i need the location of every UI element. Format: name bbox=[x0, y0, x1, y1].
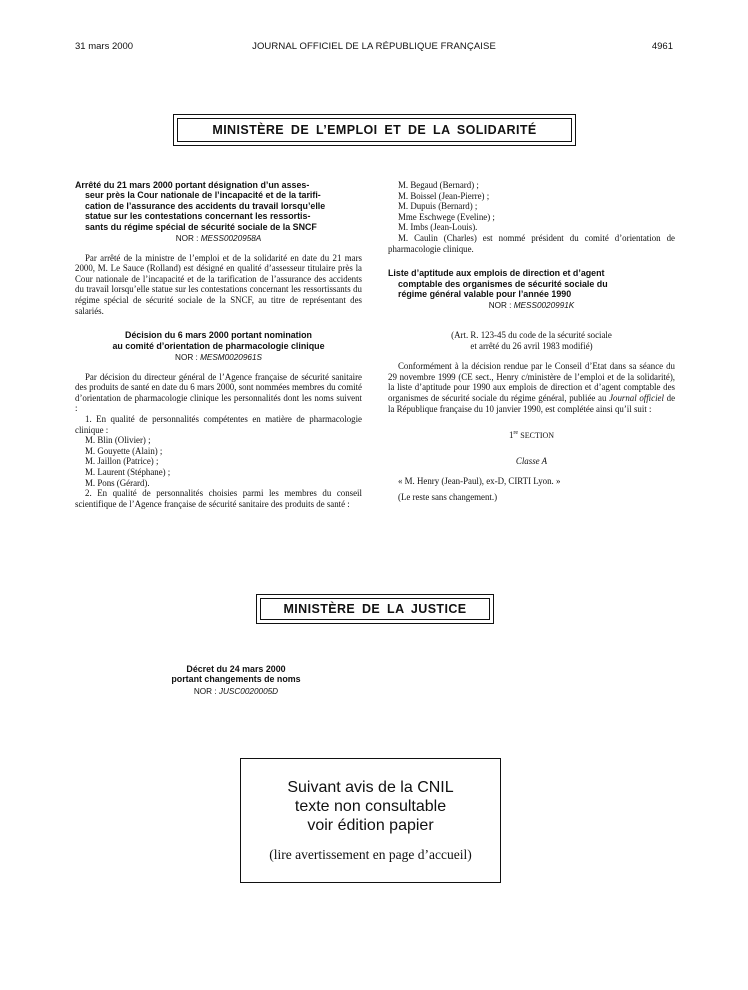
nor-code: JUSC0020005D bbox=[218, 686, 279, 696]
member-name: M. Imbs (Jean-Louis). bbox=[398, 222, 478, 233]
member-name: M. Jaillon (Patrice) ; bbox=[85, 456, 159, 467]
left-column bbox=[75, 180, 362, 509]
arrete-title-line: statue sur les contestations concernant les ressortis- bbox=[85, 211, 311, 222]
decision-title bbox=[75, 330, 362, 351]
decision-item-2: 2. En qualité de personnalités choisies parmi les membres du conseil scientifique de l’Agence française de sécurité sanitaire des produits de santé : bbox=[75, 488, 362, 509]
member-name: M. Begaud (Bernard) ; bbox=[398, 180, 479, 190]
member-name: M. Boissel (Jean-Pierre) ; bbox=[398, 190, 490, 201]
arrete-title-line: seur près la Cour nationale de l’incapacité et de la tarifi- bbox=[85, 190, 321, 201]
section-suffix: re bbox=[513, 430, 519, 437]
decision-intro: Par décision du directeur général de l’Agence française de sécurité sanitaire des produits de santé en date du 6 mars 2000, sont nommées membres du comité d’orientation de pharmacologie clinique les personnalités dont les noms suivent : bbox=[75, 371, 362, 414]
arrete-title-line: Arrêté du 21 mars 2000 portant désignation d’un asses- bbox=[75, 180, 310, 190]
decision-item-1: 1. En qualité de personnalités compétentes en matière de pharmacologie clinique : bbox=[75, 413, 362, 435]
nor-code: MESM0020961S bbox=[200, 353, 262, 362]
member-name: M. Blin (Olivier) ; bbox=[85, 435, 151, 446]
liste-title-line: comptable des organismes de sécurité sociale du bbox=[398, 278, 608, 289]
nor-label: NOR : bbox=[175, 234, 199, 244]
member-name: M. Gouyette (Alain) ; bbox=[85, 445, 163, 456]
nor-label: NOR : bbox=[193, 686, 217, 696]
liste-body bbox=[388, 361, 675, 414]
liste-nor bbox=[388, 301, 675, 312]
arrete-title-line: cation de l’assurance des accidents du travail lorsqu’elle bbox=[85, 200, 326, 211]
nor-code: MESS0020991K bbox=[513, 301, 575, 311]
nor-code: MESS0020958A bbox=[200, 234, 262, 244]
liste-reference-line: (Art. R. 123-45 du code de la sécurité sociale bbox=[451, 329, 612, 340]
member-name: M. Laurent (Stéphane) ; bbox=[85, 466, 171, 477]
liste-body-part: de la République française du 10 janvier 1990, est complétée ainsi qu’il suit : bbox=[388, 392, 676, 414]
decision-title-line: au comité d’orientation de pharmacologie clinique bbox=[112, 340, 325, 351]
journal-title: JOURNAL OFFICIEL DE LA RÉPUBLIQUE FRANÇAISE bbox=[252, 41, 496, 52]
running-header bbox=[75, 41, 673, 55]
liste-entry: « M. Henry (Jean-Paul), ex-D, CIRTI Lyon. » bbox=[398, 476, 561, 487]
page-number: 4961 bbox=[651, 41, 673, 52]
classe-heading: Classe A bbox=[515, 455, 548, 466]
arrete-nor bbox=[75, 234, 362, 245]
cnil-line: Suivant avis de la CNIL bbox=[287, 779, 454, 796]
decret-nor bbox=[136, 687, 336, 696]
ministry-name: MINISTÈRE DE LA JUSTICE bbox=[283, 602, 467, 616]
decret-title-line: Décret du 24 mars 2000 bbox=[186, 664, 286, 674]
issue-date: 31 mars 2000 bbox=[75, 41, 134, 52]
liste-title bbox=[388, 268, 675, 299]
member-name: M. Pons (Gérard). bbox=[85, 477, 150, 488]
cnil-line: texte non consultable bbox=[294, 798, 447, 815]
decret-title-line: portant changements de noms bbox=[171, 674, 301, 685]
nor-label: NOR : bbox=[488, 301, 512, 311]
decret-block bbox=[136, 664, 336, 704]
section-word: SECTION bbox=[520, 431, 555, 441]
decision-nor bbox=[75, 353, 362, 364]
arrete-title bbox=[75, 180, 362, 232]
ministry-name: MINISTÈRE DE L’EMPLOI ET DE LA SOLIDARITÉ bbox=[212, 123, 537, 137]
section-number: 1 bbox=[508, 430, 514, 441]
arrete-title-line: sants du régime spécial de sécurité sociale de la SNCF bbox=[85, 221, 317, 232]
journal-officiel-ref: Journal officiel bbox=[609, 392, 664, 403]
liste-title-line: régime général valable pour l’année 1990 bbox=[398, 288, 572, 299]
liste-rest: (Le reste sans changement.) bbox=[398, 491, 498, 502]
nor-label: NOR : bbox=[175, 353, 198, 362]
member-name: Mme Eschwege (Eveline) ; bbox=[398, 211, 495, 222]
cnil-line: voir édition papier bbox=[307, 817, 434, 834]
member-name: M. Dupuis (Bernard) ; bbox=[398, 201, 478, 212]
decision-president: M. Caulin (Charles) est nommé président du comité d’orientation de pharmacologie clinique. bbox=[388, 232, 675, 254]
ministry-heading-justice bbox=[256, 594, 494, 624]
liste-body-part: Conformément à la décision rendue par le Conseil d’Etat dans sa séance du 29 novembre 1999 (CE sect., Henry c/ministère de l’emploi et de la solidarité), la liste d’aptitude pour 1990 aux emplois de direction et d’agent comptable des organismes de sécurité sociale du régime général, publiée au bbox=[388, 361, 675, 403]
arrete-body: Par arrêté de la ministre de l’emploi et de la solidarité en date du 21 mars 2000, M. Le Sauce (Rolland) est désigné en qualité d’assesseur titulaire près la Cour nationale de l’incapacité et de la tarification de l’assurance des accidents du travail lorsqu’elle statue sur les contestations concernant les ressortissants du régime spécial de sécurité sociale de la SNCF, au titre de représentant des salariés. bbox=[75, 252, 362, 316]
section-heading bbox=[388, 428, 675, 442]
cnil-note: (lire avertissement en page d’accueil) bbox=[269, 847, 472, 862]
liste-title-line: Liste d’aptitude aux emplois de direction et d’agent bbox=[388, 268, 605, 279]
cnil-notice-box bbox=[240, 758, 501, 883]
liste-reference-line: et arrêté du 26 avril 1983 modifié) bbox=[470, 340, 593, 351]
right-column bbox=[388, 180, 675, 502]
decision-title-line: Décision du 6 mars 2000 portant nomination bbox=[125, 330, 312, 341]
ministry-heading-emploi bbox=[173, 114, 576, 146]
decret-title bbox=[136, 664, 336, 685]
